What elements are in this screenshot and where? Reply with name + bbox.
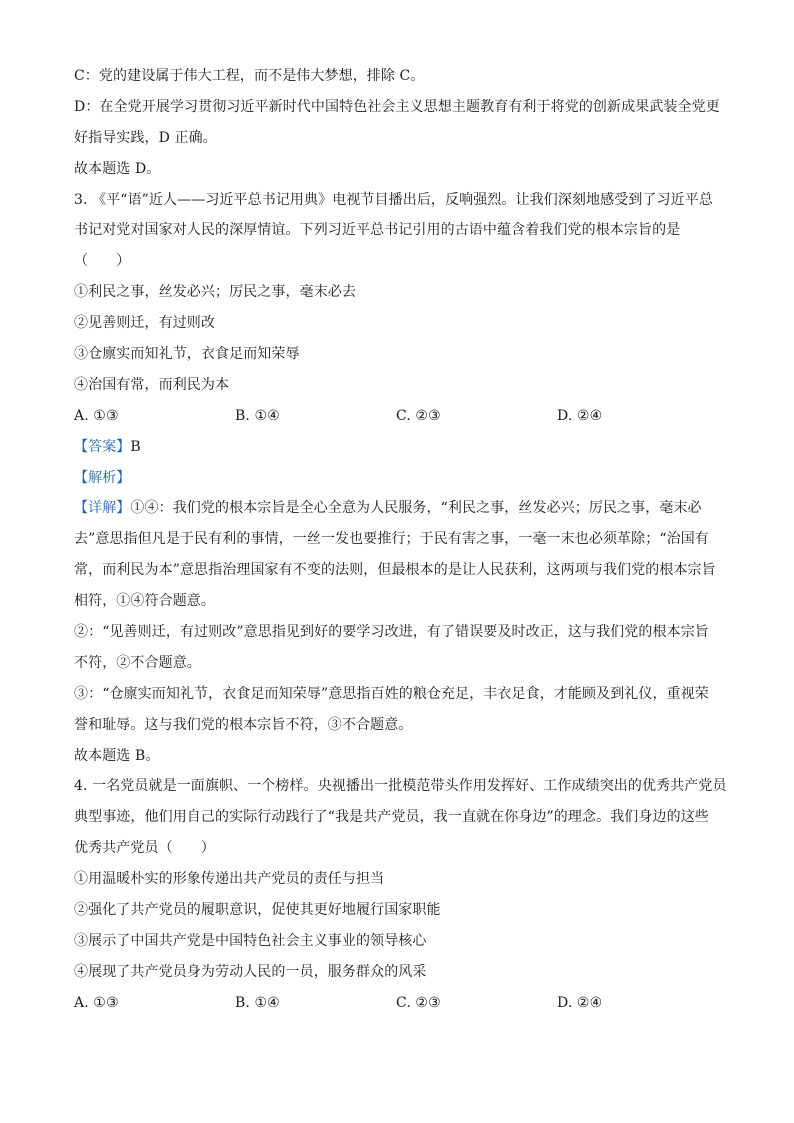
analysis-tag: 【解析】 — [74, 469, 131, 486]
q3-stem-line-3: （ ） — [74, 253, 131, 270]
q4-stem-line-3: 优秀共产党员（ ） — [74, 840, 215, 857]
q3-answer — [74, 437, 724, 468]
q4-stem-line-1: 4. 一名党员就是一面旗帜、一个榜样。央视播出一批模范带头作用发挥好、工作成绩突出的优秀共产党员 — [74, 778, 727, 795]
q4-stem-line-2: 典型事迹，他们用自己的实际行动践行了“我是共产党员，我一直就在你身边”的理念。我们身边的这些 — [74, 809, 709, 826]
answer-tag: 【答案】 — [74, 438, 131, 455]
answer-value: B — [130, 438, 141, 455]
q3-detail-line-4: 相符，①④符合题意。 — [74, 593, 215, 610]
page-content — [74, 66, 727, 1024]
q2-option-d-explanation-line-1: D：在全党开展学习贯彻习近平新时代中国特色社会主义思想主题教育有利于将党的创新成果武装全党更 — [74, 98, 720, 115]
q4-options — [74, 993, 724, 1024]
q3-option-a: A. ①③ — [74, 407, 119, 424]
q3-analysis-heading — [74, 468, 724, 499]
q3-item-1: ①利民之事，丝发必兴；厉民之事，毫末必去 — [74, 284, 356, 301]
q3-detail-line-2: 去”意思指但凡是于民有利的事情，一丝一发也要推行；于民有害之事，一毫一末也必须革除；“治国有 — [74, 531, 709, 548]
q3-detail-line-3: 常，而利民为本”意思指治理国家有不变的法则，但最根本的是让人民获利，这两项与我们党的根本宗旨 — [74, 562, 716, 579]
q4-option-a: A. ①③ — [74, 994, 119, 1011]
q2-option-d-explanation-line-2: 好指导实践，D 正确。 — [74, 129, 217, 146]
q3-option-c: C. ②③ — [396, 407, 441, 424]
q3-option-d: D. ②④ — [557, 407, 603, 424]
q3-conclusion: 故本题选 B。 — [74, 747, 160, 764]
q3-detail-line-7: ③：“仓廪实而知礼节，衣食足而知荣辱”意思指百姓的粮仓充足，丰衣足食，才能顾及到礼仪，重视荣 — [74, 685, 709, 702]
q4-option-d: D. ②④ — [557, 994, 603, 1011]
detail-tag: 【详解】 — [74, 500, 131, 517]
q3-detail-line-1 — [74, 498, 724, 529]
q3-item-3: ③仓廪实而知礼节，衣食足而知荣辱 — [74, 346, 300, 363]
q3-detail-line-8: 誉和耻辱。这与我们党的根本宗旨不符，③不合题意。 — [74, 716, 413, 733]
q4-option-c: C. ②③ — [396, 994, 441, 1011]
q3-item-4: ④治国有常，而利民为本 — [74, 376, 230, 393]
q3-stem-line-2: 书记对党对国家对人民的深厚情谊。下列习近平总书记引用的古语中蕴含着我们党的根本宗旨的是 — [74, 222, 681, 239]
q2-conclusion: 故本题选 D。 — [74, 160, 161, 177]
q4-item-4: ④展现了共产党员身为劳动人民的一员，服务群众的风采 — [74, 963, 427, 980]
q3-item-2: ②见善则迁，有过则改 — [74, 315, 215, 332]
q3-stem-line-1: 3. 《平“语”近人——习近平总书记用典》电视节目播出后，反响强烈。让我们深刻地感受到了习近平总 — [74, 191, 713, 208]
detail-text: ①④：我们党的根本宗旨是全心全意为人民服务，“利民之事，丝发必兴；厉民之事，毫末必 — [130, 500, 702, 517]
q4-item-1: ①用温暖朴实的形象传递出共产党员的责任与担当 — [74, 871, 385, 888]
q3-detail-line-6: 不符，②不合题意。 — [74, 654, 201, 671]
q3-detail-line-5: ②：“见善则迁，有过则改”意思指见到好的要学习改进，有了错误要及时改正，这与我们党的根本宗旨 — [74, 624, 709, 641]
q2-option-c-explanation: C：党的建设属于伟大工程，而不是伟大梦想，排除 C。 — [74, 68, 425, 84]
q4-item-2: ②强化了共产党员的履职意识，促使其更好地履行国家职能 — [74, 902, 441, 919]
q4-item-3: ③展示了中国共产党是中国特色社会主义事业的领导核心 — [74, 932, 427, 949]
q4-option-b: B. ①④ — [235, 994, 280, 1011]
q3-option-b: B. ①④ — [235, 407, 280, 424]
q3-options — [74, 406, 724, 437]
